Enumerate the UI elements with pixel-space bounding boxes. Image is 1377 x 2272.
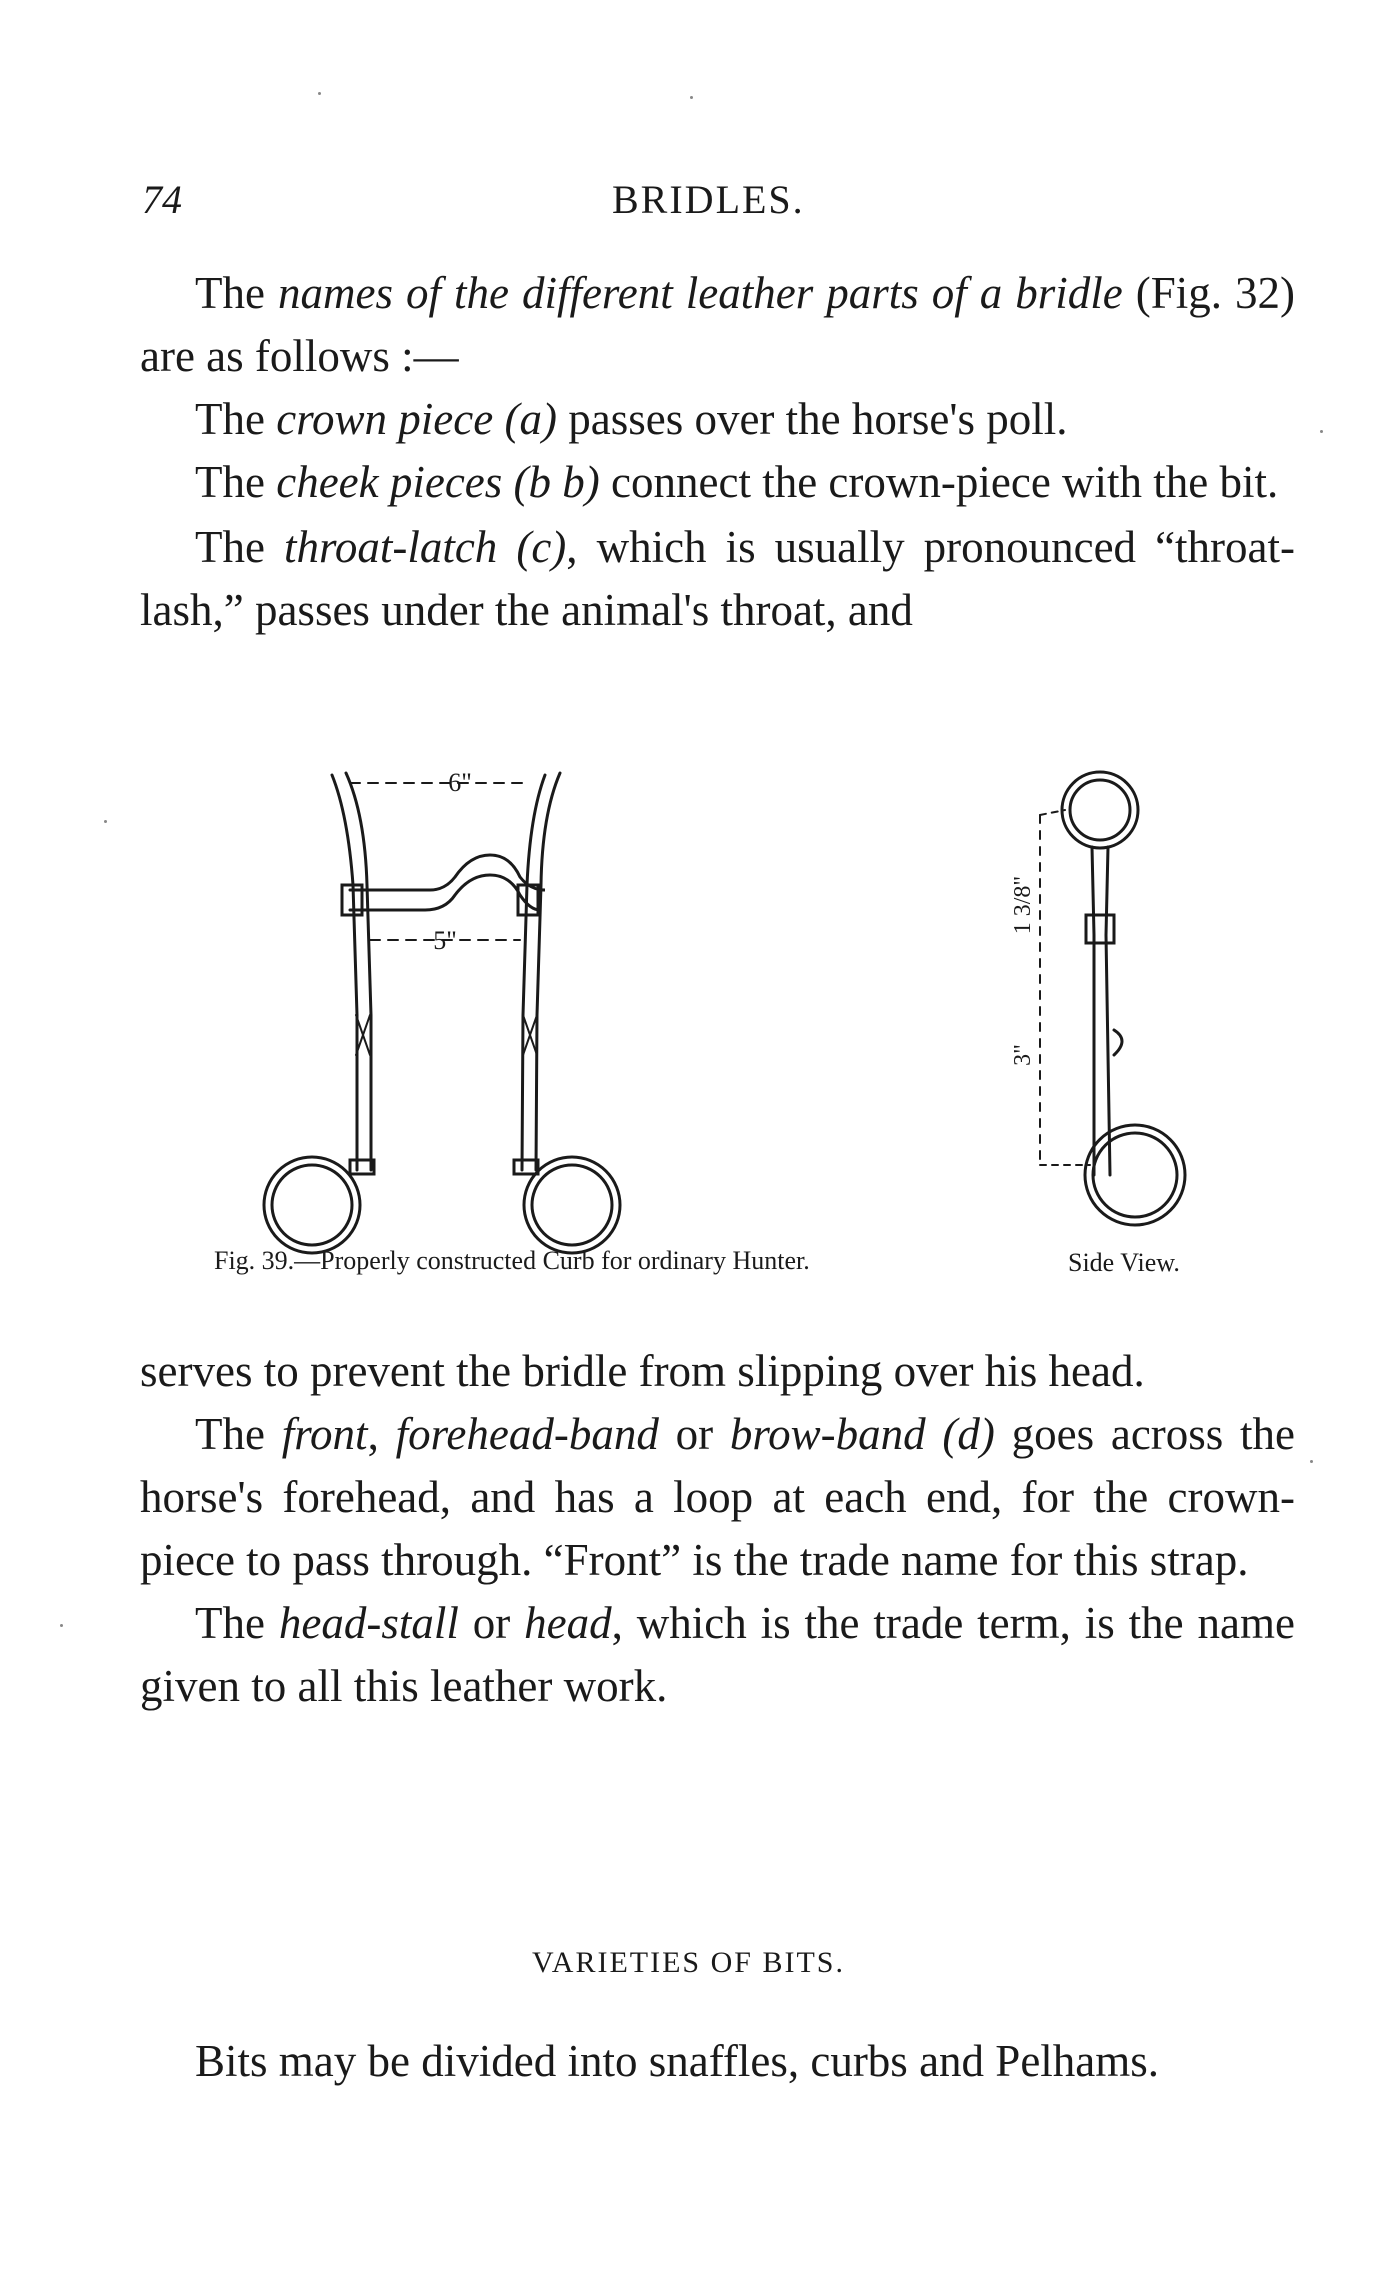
dimension-label-5: 5" <box>433 926 457 955</box>
figure-caption: Fig. 39.—Properly constructed Curb for ordinary Hunter. <box>214 1246 810 1275</box>
paragraph-throat-continued: serves to prevent the bridle from slipping over his head. <box>140 1346 1145 1396</box>
paragraph-bits: Bits may be divided into snaffles, curbs and Pelhams. <box>195 2036 1160 2086</box>
left-cheek-illustration <box>264 773 374 1253</box>
scan-speck <box>1310 1460 1313 1463</box>
text-block-top <box>140 262 1295 642</box>
paragraph-crown-piece: The crown piece (a) passes over the horse's poll. <box>195 394 1068 444</box>
side-view-illustration <box>1040 772 1185 1225</box>
text-block-bottom <box>140 1340 1295 1718</box>
dimension-label-side-top: 1 3/8" <box>1010 875 1036 935</box>
term-head: head <box>524 1598 612 1648</box>
dimension-label-6: 6" <box>448 768 472 797</box>
figure-caption-side: Side View. <box>1068 1248 1180 1277</box>
term-throat-latch: throat-latch <box>284 522 498 572</box>
page-number: 74 <box>142 177 182 222</box>
section-heading: VARIETIES OF BITS. <box>532 1946 845 1979</box>
paragraph-front: The front, forehead-band or brow-band (d) goes across the horse's forehead, and has a loop at each end, for the crown-piece to pass through. “Front” is the trade name for this strap. <box>140 1409 1296 1585</box>
term-front: front <box>281 1409 368 1459</box>
paragraph-throat-latch: The throat-latch (c), which is usually pronounced “throat-lash,” passes under the animal's throat, and <box>140 522 1296 635</box>
paragraph-cheek-pieces: The cheek pieces (b b) connect the crown-piece with the bit. <box>195 457 1279 507</box>
term-head-stall: head-stall <box>278 1598 459 1648</box>
scan-speck <box>690 96 693 99</box>
mouthpiece-illustration <box>342 855 545 915</box>
figure-curb-bit <box>230 755 1250 1255</box>
scan-speck <box>1320 430 1323 433</box>
scan-speck <box>104 820 107 823</box>
scan-speck <box>60 1624 63 1627</box>
scan-speck <box>318 92 321 95</box>
paragraph-names: The names of the different leather parts of a bridle (Fig. 32) are as follows :— <box>140 268 1296 381</box>
paragraph-head-stall: The head-stall or head, which is the trade term, is the name given to all this leather work. <box>140 1598 1295 1711</box>
term-brow-band: brow-band <box>729 1409 926 1459</box>
text-block-final <box>140 2030 1295 2093</box>
term-cheek-pieces: cheek pieces <box>276 457 503 507</box>
running-head: BRIDLES. <box>612 177 805 222</box>
right-cheek-illustration <box>514 773 620 1253</box>
term-forehead-band: forehead-band <box>395 1409 659 1459</box>
term-crown-piece: crown piece <box>276 394 494 444</box>
dimension-label-side-bottom: 3" <box>1010 1044 1036 1066</box>
italic-phrase: names of the different leather parts of a bridle <box>277 268 1123 318</box>
